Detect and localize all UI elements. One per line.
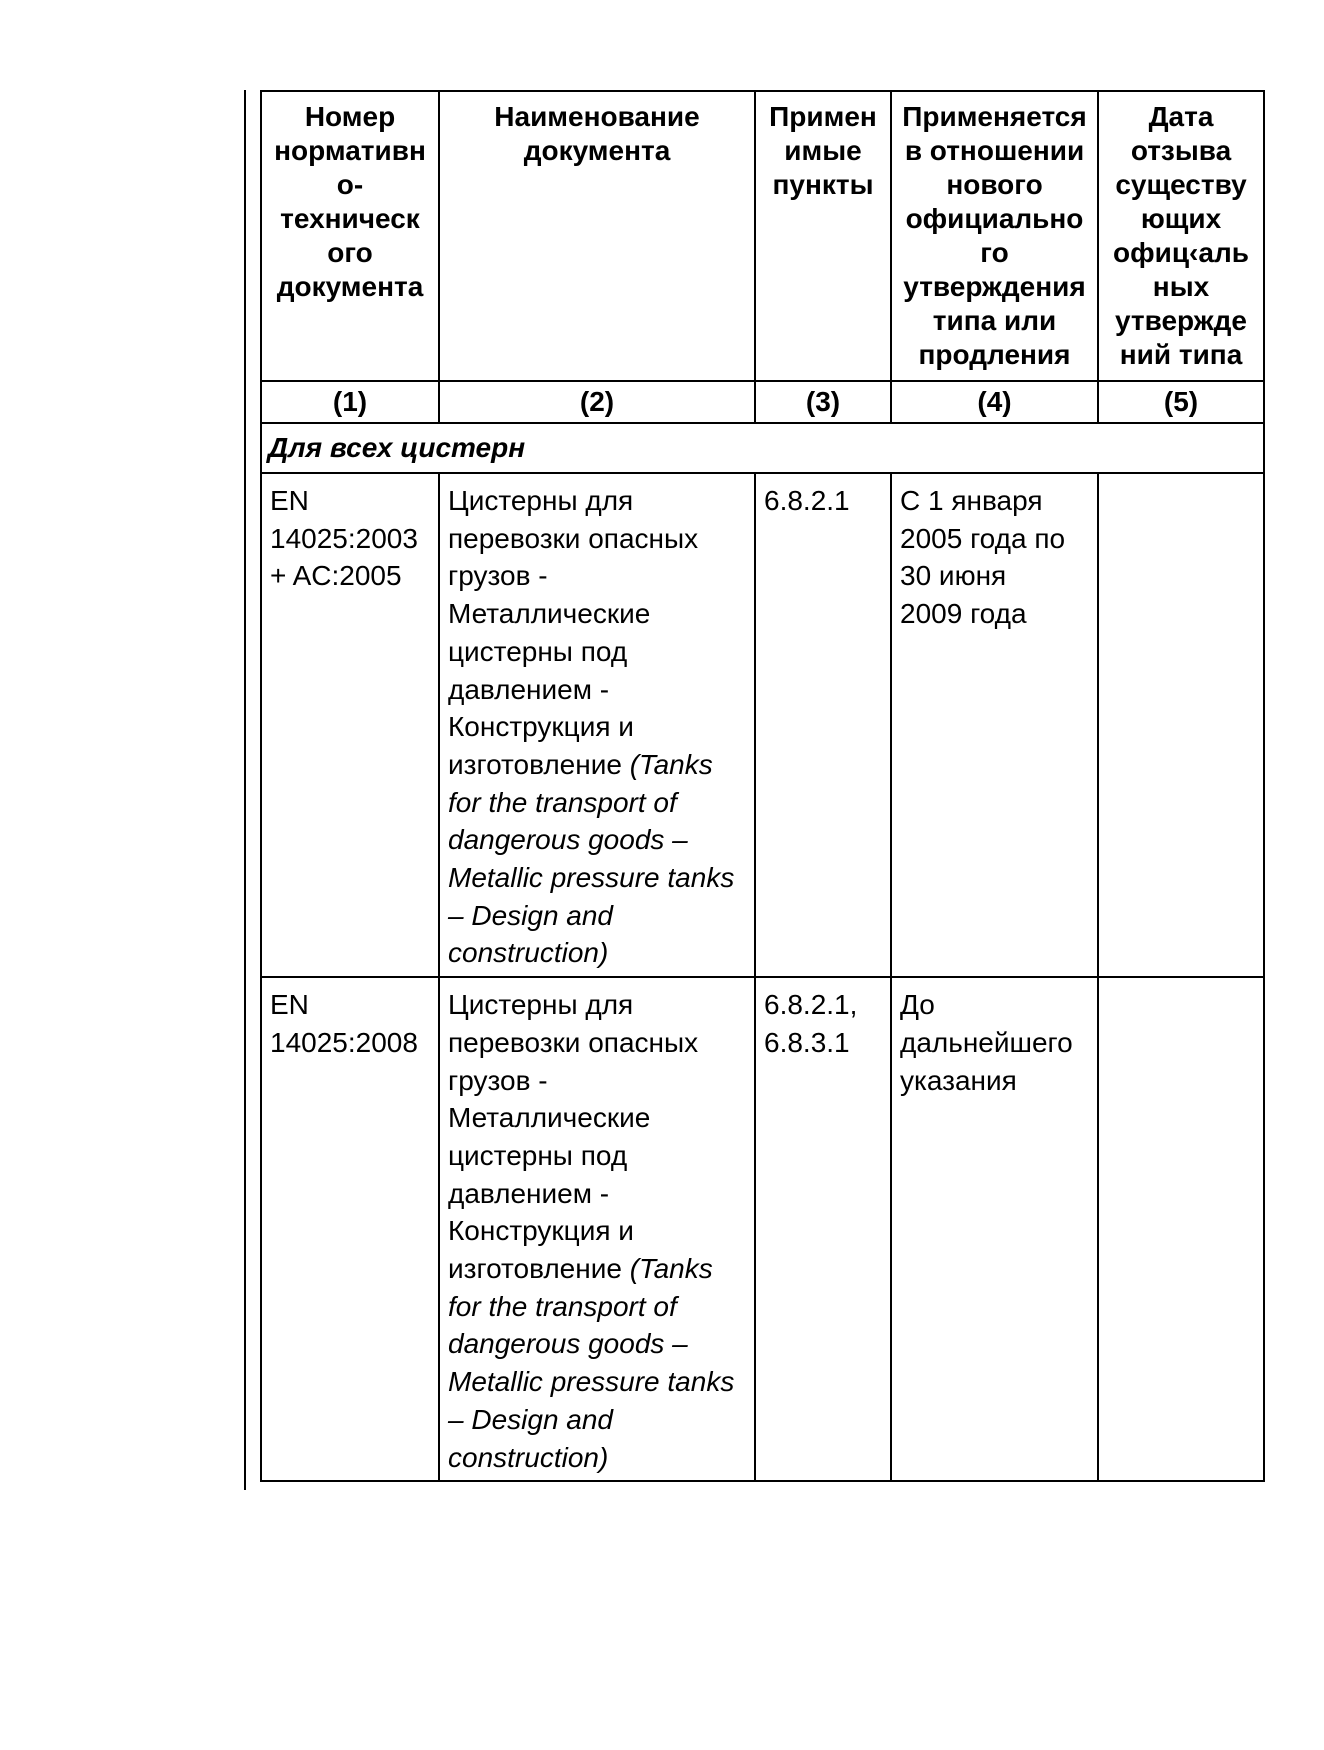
column-number: (5) [1098, 381, 1264, 423]
document-number-cell: EN 14025:2003 + AC:2005 [261, 473, 439, 977]
withdrawal-cell [1098, 977, 1264, 1481]
clauses-cell: 6.8.2.1 [755, 473, 891, 977]
applicability-cell: С 1 января 2005 года по 30 июня 2009 года [891, 473, 1098, 977]
table-row [261, 473, 1264, 977]
document-number-cell: EN 14025:2008 [261, 977, 439, 1481]
change-bar [244, 90, 246, 1490]
clauses-cell: 6.8.2.1, 6.8.3.1 [755, 977, 891, 1481]
withdrawal-cell [1098, 473, 1264, 977]
header-document-name: Наименование документа [439, 91, 755, 381]
column-number: (2) [439, 381, 755, 423]
column-number: (4) [891, 381, 1098, 423]
column-number: (3) [755, 381, 891, 423]
header-applicability: Применяется в отношении нового официально го утверждения типа или продления [891, 91, 1098, 381]
table-row [261, 977, 1264, 1481]
header-row [261, 91, 1264, 381]
header-applicable-clauses: Примен имые пункты [755, 91, 891, 381]
document-name-cell: Цистерны для перевозки опасных грузов - Металлические цистерны под давлением - Конструкция и изготовление (Tanks for the transport of dangerous goods – Metallic pressure tanks – Design and construction) [439, 473, 755, 977]
applicability-cell: До дальнейшего указания [891, 977, 1098, 1481]
column-number-row [261, 381, 1264, 423]
section-title: Для всех цистерн [261, 423, 1264, 473]
section-row [261, 423, 1264, 473]
column-number: (1) [261, 381, 439, 423]
header-document-number: Номер нормативн о- техническ ого документа [261, 91, 439, 381]
standards-table [260, 90, 1265, 1482]
document-name-cell: Цистерны для перевозки опасных грузов - Металлические цистерны под давлением - Конструкция и изготовление (Tanks for the transport of dangerous goods – Metallic pressure tanks – Design and construction) [439, 977, 755, 1481]
header-withdrawal-date: Дата отзыва существу ющих офиц‹аль ных утвержде ний типа [1098, 91, 1264, 381]
